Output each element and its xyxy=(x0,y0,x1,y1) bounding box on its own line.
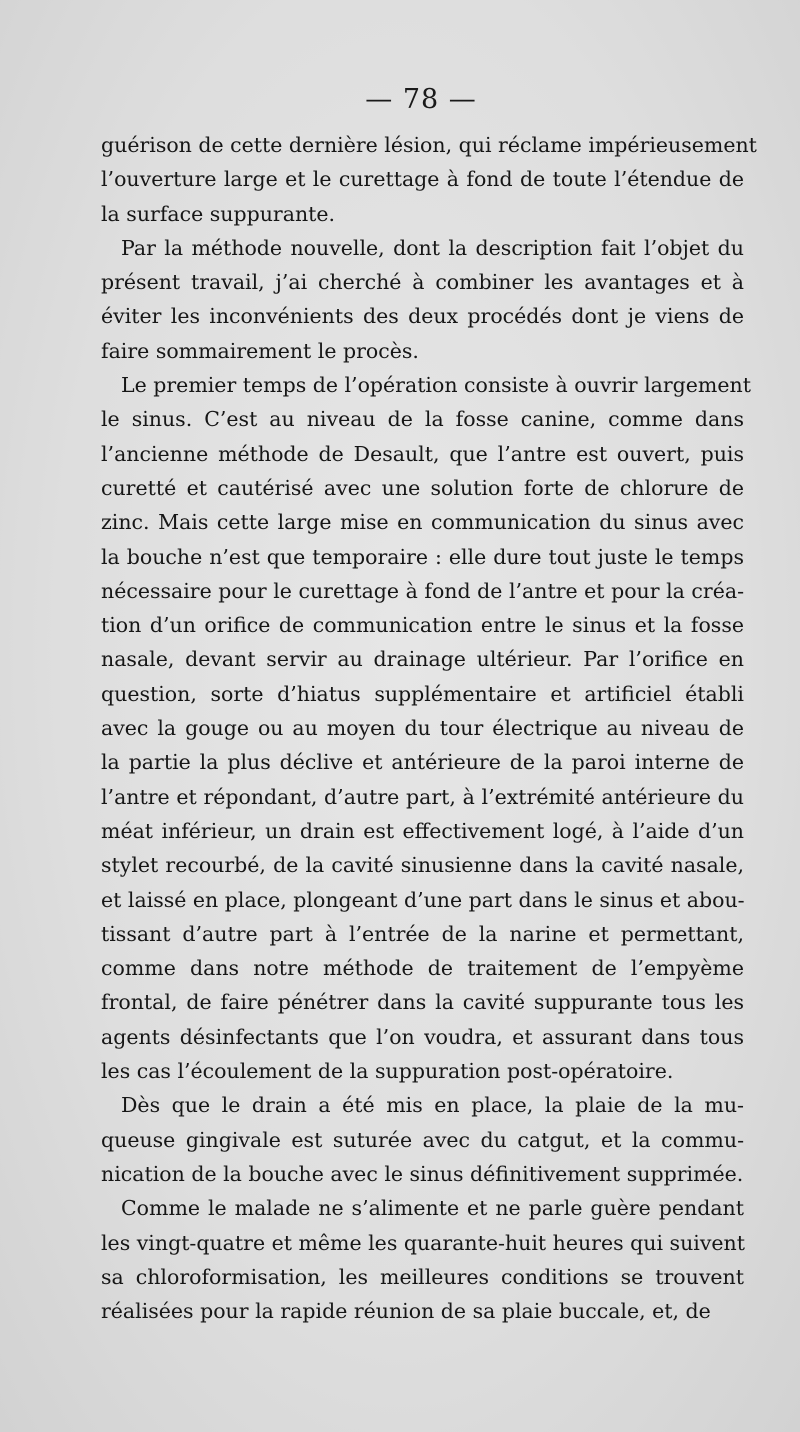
text-line: nication de la bouche avec le sinus définitivement supprimée. xyxy=(101,1161,744,1186)
text-line: tion d’un orifice de communication entre le sinus et la fosse xyxy=(101,613,744,638)
text-line: tissant d’autre part à l’entrée de la narine et permettant, xyxy=(101,921,744,946)
text-line: la partie la plus déclive et antérieure de la paroi interne de xyxy=(101,750,744,775)
text-line: méat inférieur, un drain est effectivement logé, à l’aide d’un xyxy=(101,818,744,843)
text-line: sa chloroformisation, les meilleures conditions se trouvent xyxy=(101,1264,744,1289)
text-line: nasale, devant servir au drainage ultérieur. Par l’orifice en xyxy=(101,647,744,672)
text-line: frontal, de faire pénétrer dans la cavité suppurante tous les xyxy=(101,990,744,1015)
text-line: comme dans notre méthode de traitement de l’empyème xyxy=(101,956,744,981)
text-line: zinc. Mais cette large mise en communication du sinus avec xyxy=(101,510,744,535)
text-line: curetté et cautérisé avec une solution forte de chlorure de xyxy=(101,475,744,500)
text-line: la bouche n’est que temporaire : elle dure tout juste le temps xyxy=(101,544,744,569)
text-line: nécessaire pour le curettage à fond de l’antre et pour la créa- xyxy=(101,578,744,603)
text-line: le sinus. C’est au niveau de la fosse canine, comme dans xyxy=(101,407,744,432)
text-line: faire sommairement le procès. xyxy=(101,338,419,363)
text-line: agents désinfectants que l’on voudra, et assurant dans tous xyxy=(101,1024,744,1049)
text-line: éviter les inconvénients des deux procédés dont je viens de xyxy=(101,304,744,329)
text-line: Dès que le drain a été mis en place, la plaie de la mu- xyxy=(121,1093,744,1118)
paragraph xyxy=(101,368,751,1088)
text-line: guérison de cette dernière lésion, qui réclame impérieusement xyxy=(101,133,757,157)
text-line: et laissé en place, plongeant d’une part dans le sinus et abou- xyxy=(101,887,745,912)
text-line: les cas l’écoulement de la suppuration post-opératoire. xyxy=(101,1059,674,1084)
text-line: l’antre et répondant, d’autre part, à l’extrémité antérieure du xyxy=(101,784,744,809)
paragraph xyxy=(101,1088,744,1191)
text-line: question, sorte d’hiatus supplémentaire et artificiel établi xyxy=(101,681,744,706)
text-line: réalisées pour la rapide réunion de sa plaie buccale, et, de xyxy=(101,1299,711,1324)
text-line: l’ouverture large et le curettage à fond de toute l’étendue de xyxy=(101,167,744,192)
text-line: les vingt-quatre et même les quarante-huit heures qui suivent xyxy=(101,1230,745,1255)
text-line: l’ancienne méthode de Desault, que l’antre est ouvert, puis xyxy=(101,441,744,466)
text-line: Le premier temps de l’opération consiste à ouvrir largement xyxy=(121,373,751,398)
page-number: — 78 — xyxy=(365,84,477,115)
paragraph xyxy=(101,128,757,231)
text-line: Comme le malade ne s’alimente et ne parle guère pendant xyxy=(121,1196,744,1221)
body-text xyxy=(101,128,757,1328)
text-line: queuse gingivale est suturée avec du catgut, et la commu- xyxy=(101,1127,744,1152)
text-line: la surface suppurante. xyxy=(101,201,336,226)
text-line: présent travail, j’ai cherché à combiner les avantages et à xyxy=(101,270,744,295)
paragraph xyxy=(101,231,744,368)
paragraph xyxy=(101,1191,744,1328)
text-line: avec la gouge ou au moyen du tour électrique au niveau de xyxy=(101,716,744,741)
text-line: stylet recourbé, de la cavité sinusienne dans la cavité nasale, xyxy=(101,853,744,878)
text-line: Par la méthode nouvelle, dont la description fait l’objet du xyxy=(121,235,744,260)
